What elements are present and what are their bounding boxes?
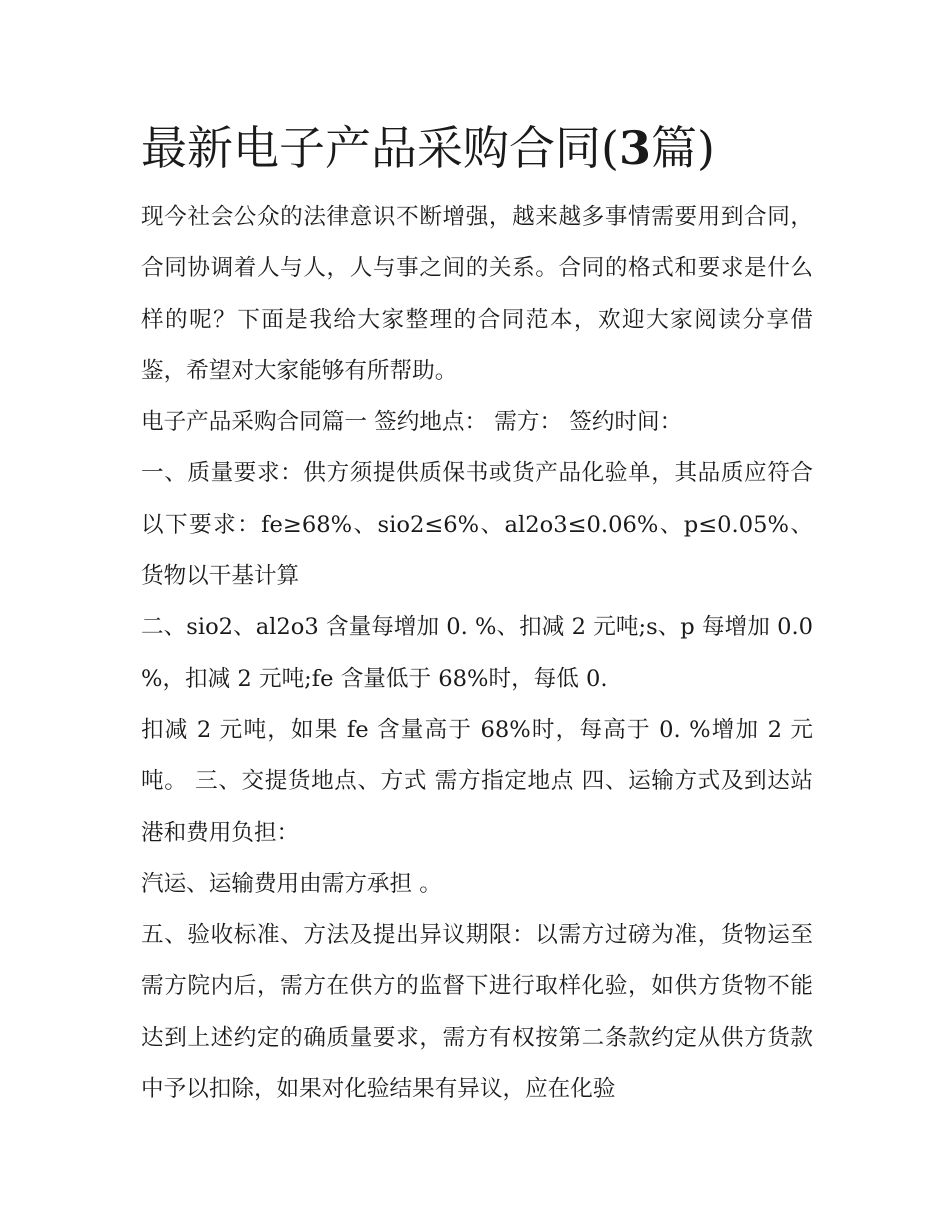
clause-transport-cost: 汽运、运输费用由需方承担 。: [141, 870, 442, 897]
clause-deduction-rules: 二、sio2、al2o3 含量每增加 0. %、扣减 2 元吨;s、p 每增加 0.0 %，扣减 2 元吨;fe 含量低于 68%时，每低 0.: [141, 614, 813, 692]
title-suffix: 篇): [650, 121, 715, 175]
clause-acceptance-standards: 五、验收标准、方法及提出异议期限：以需方过磅为准，货物运至需方院内后，需方在供方的监督下进行取样化验，如供方货物不能达到上述约定的确质量要求，需方有权按第二条款约定从供方货款中予以扣除，如果对化验结果有异议，应在化验: [141, 922, 813, 1103]
document-title: [141, 110, 813, 186]
clause-quality-requirements: 一、质量要求：供方须提供质保书或货产品化验单，其品质应符合以下要求：fe≥68%、sio2≤6%、al2o3≤0.06%、p≤0.05%、货物以干基计算: [141, 460, 813, 590]
document-page: [141, 110, 813, 1115]
title-number: 3: [618, 121, 651, 175]
clause-delivery-transport: 扣减 2 元吨，如果 fe 含量高于 68%时，每高于 0. %增加 2 元吨。 三、交提货地点、方式 需方指定地点 四、运输方式及到达站港和费用负担：: [141, 716, 813, 846]
title-prefix: 最新电子产品采购合同(: [141, 121, 619, 175]
contract-header-line: 电子产品采购合同篇一 签约地点： 需方： 签约时间：: [141, 409, 683, 436]
intro-paragraph: 现今社会公众的法律意识不断增强，越来越多事情需要用到合同，合同协调着人与人，人与事之间的关系。合同的格式和要求是什么样的呢？下面是我给大家整理的合同范本，欢迎大家阅读分享借鉴，希望对大家能够有所帮助。: [141, 204, 813, 384]
